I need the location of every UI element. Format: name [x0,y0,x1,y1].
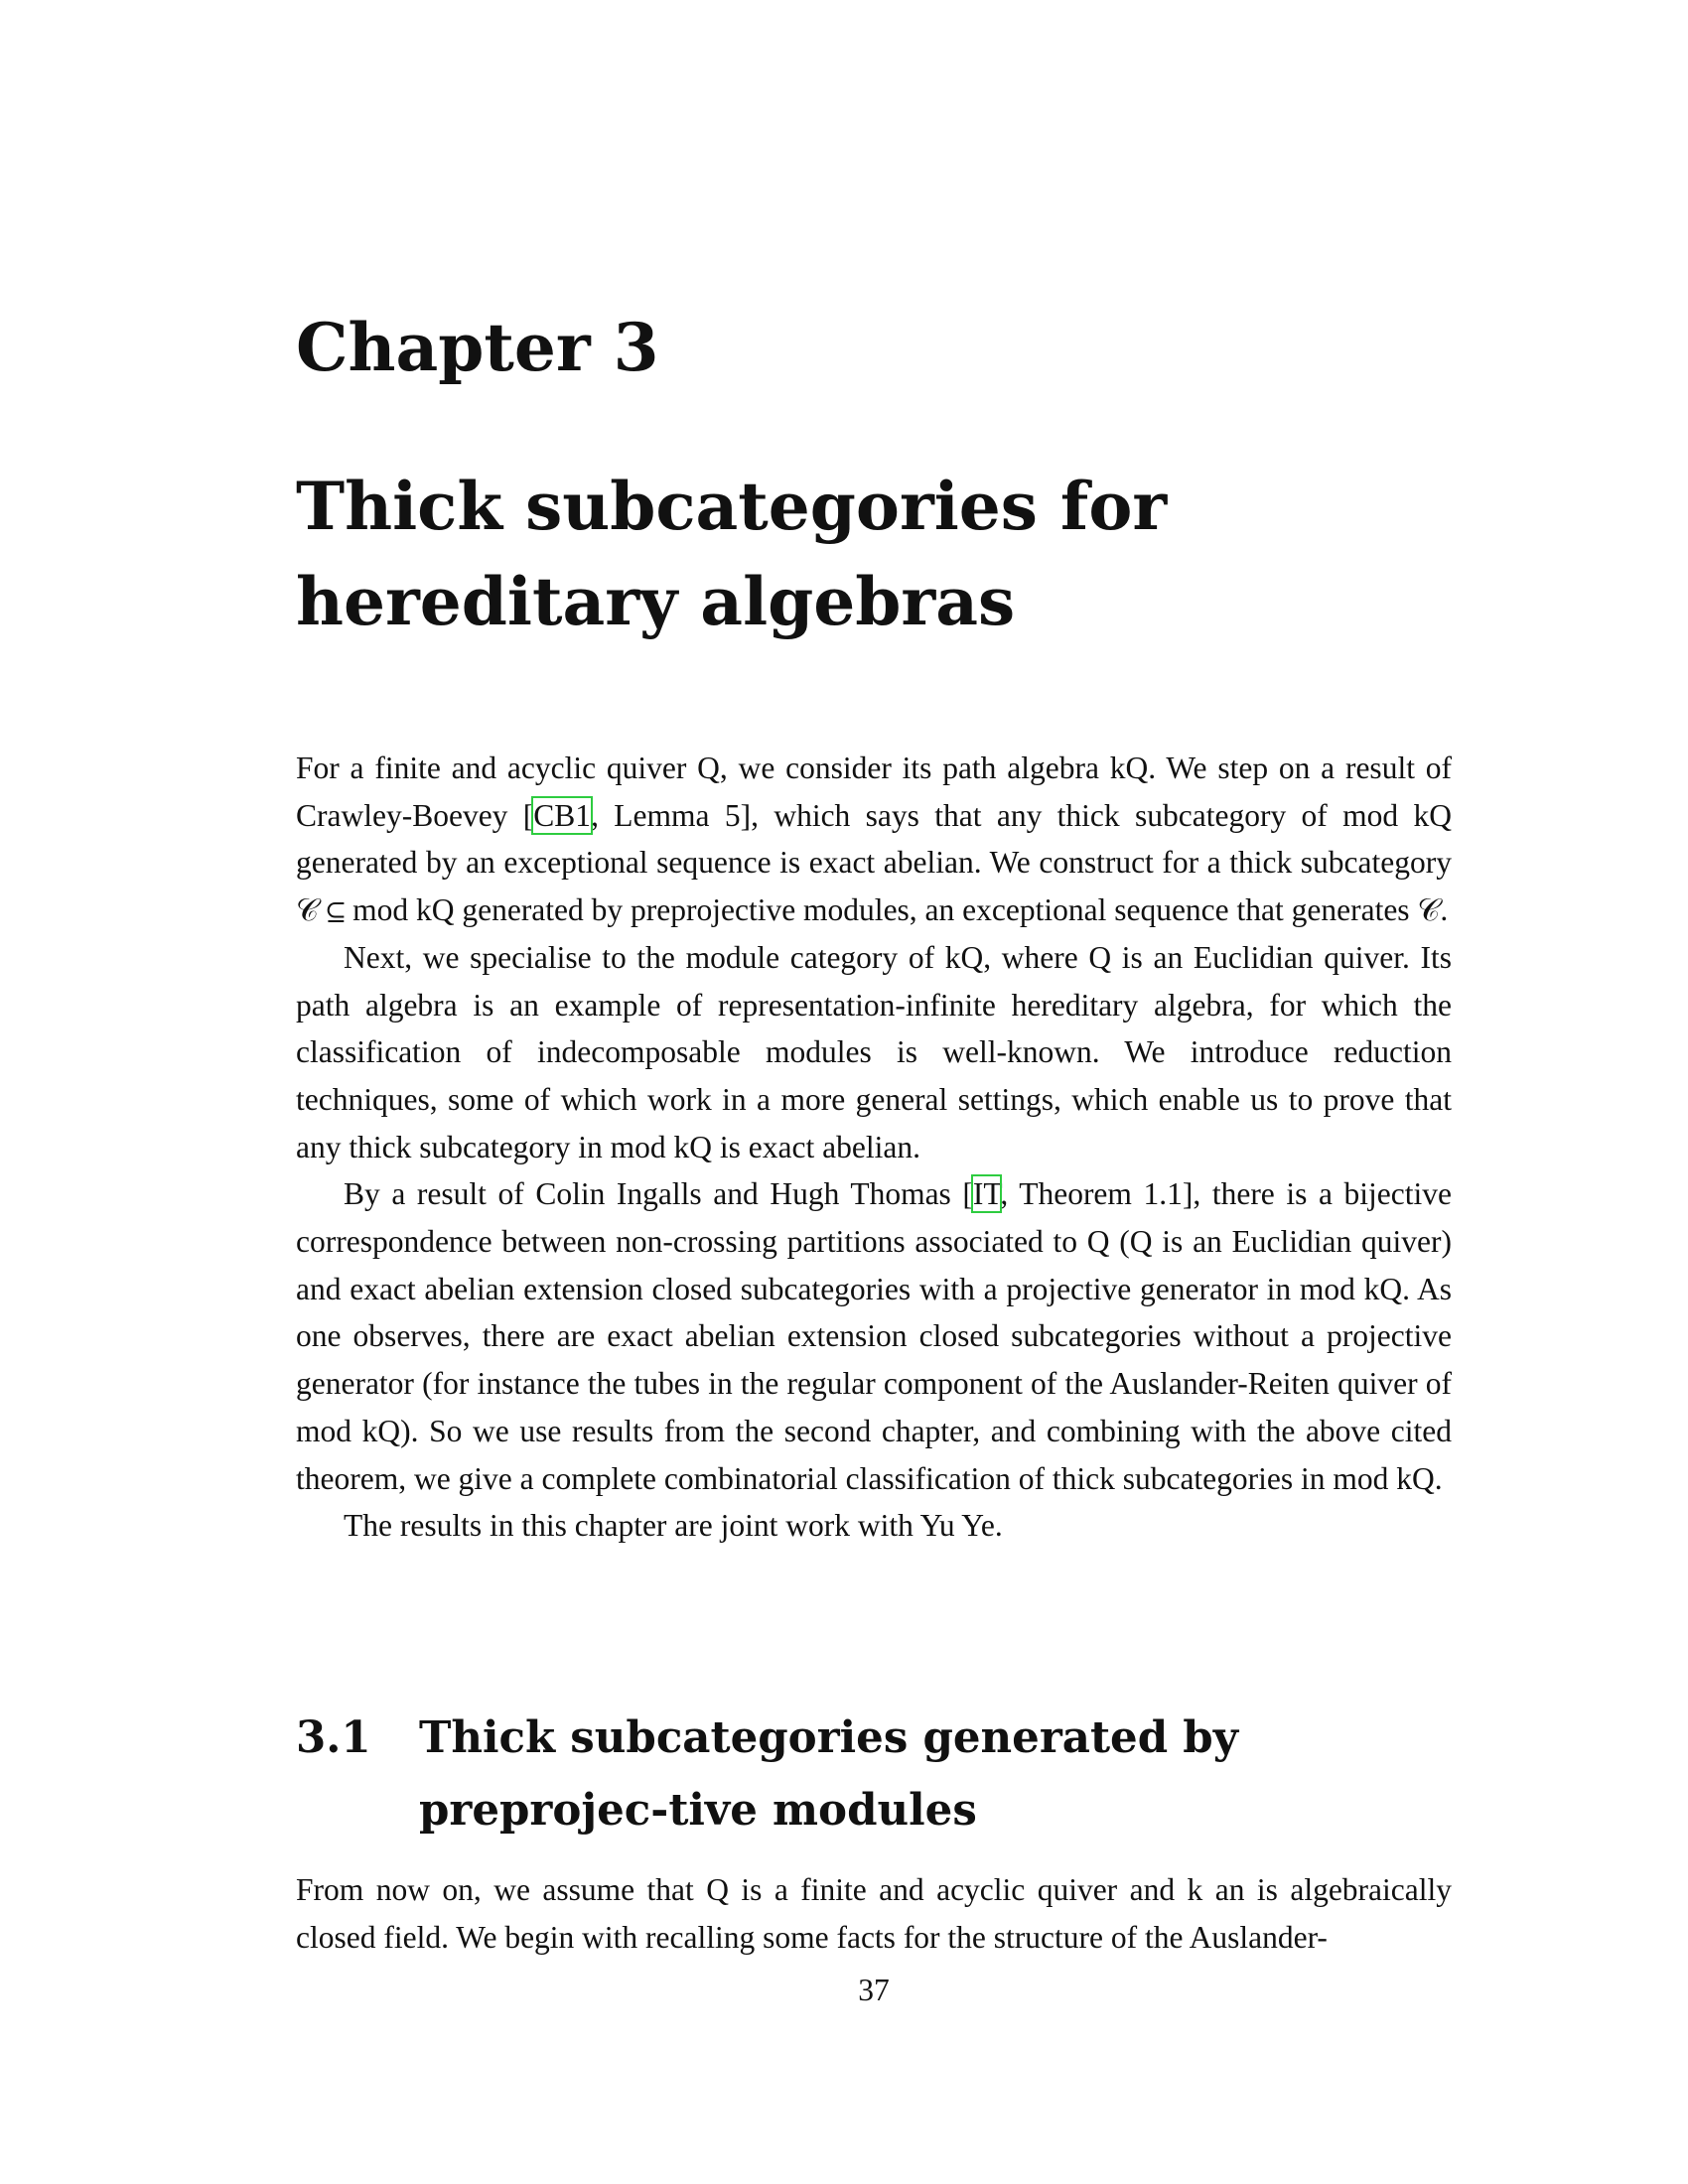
intro-paragraph-1 [296,745,1452,934]
section-title: Thick subcategories generated by preprojec-tive modules [419,1712,1238,1836]
citation-bracket: [ [522,797,534,833]
citation-link-cb1[interactable]: CB1 [533,797,592,833]
intro-paragraph-1-text-b: , Lemma 5], which says that any thick subcategory of mod kQ generated by an exceptional sequence is exact abelian. We construct for a thick subcategory 𝒞 ⊆ mod kQ generated by preprojective modules, an exceptional sequence that generates 𝒞. [296,797,1452,928]
intro-paragraph-1-text-a: For a finite and acyclic quiver Q, we consider its path algebra kQ. We step on a result of Crawley-Boevey [296,751,1452,833]
chapter-label: Chapter 3 [296,309,659,386]
intro-paragraph-3-text-a: By a result of Colin Ingalls and Hugh Thomas [344,1176,963,1212]
citation-link-it[interactable]: IT [972,1176,1001,1212]
intro-paragraph-3 [296,1170,1452,1502]
chapter-intro [296,745,1452,1550]
section-paragraph-1: From now on, we assume that Q is a finite and acyclic quiver and k an is algebraically closed field. We begin with recalling some facts for the structure of the Auslander- [296,1872,1452,1955]
page-number: 37 [858,1973,890,2007]
section-body [296,1866,1452,1961]
section-number: 3.1 [296,1712,371,1763]
chapter-title: Thick subcategories for hereditary algebras [296,468,1168,640]
intro-paragraph-2: Next, we specialise to the module category of kQ, where Q is an Euclidian quiver. Its path algebra is an example of representation-infinite hereditary algebra, for which the classification of indecomposable modules is well-known. We introduce reduction techniques, some of which work in a more general settings, which enable us to prove that any thick subcategory in mod kQ is exact abelian. [296,939,1452,1164]
intro-paragraph-3-text-b: , Theorem 1.1], there is a bijective correspondence between non-crossing partitions associated to Q (Q is an Euclidian quiver) and exact abelian extension closed subcategories with a projective generator in mod kQ. As one observes, there are exact abelian extension closed subcategories without a projective generator (for instance the tubes in the regular component of the Auslander-Reiten quiver of mod kQ). So we use results from the second chapter, and combining with the above cited theorem, we give a complete combinatorial classification of thick subcategories in mod kQ. [296,1176,1453,1496]
citation-bracket: [ [962,1176,973,1212]
intro-paragraph-4: The results in this chapter are joint work with Yu Ye. [344,1508,1003,1544]
section-heading [296,1702,1458,1846]
